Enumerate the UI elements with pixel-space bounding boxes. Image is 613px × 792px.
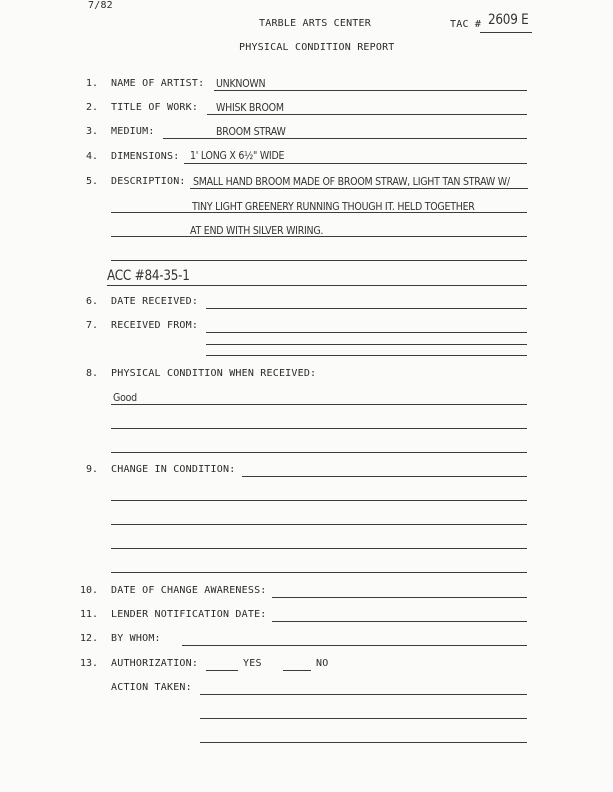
action-taken-line xyxy=(200,742,527,743)
received-from-line xyxy=(206,355,527,356)
medium-line xyxy=(163,138,527,139)
field-number: 8. xyxy=(85,368,98,379)
change-line xyxy=(242,476,527,477)
condition-line xyxy=(111,404,527,405)
dimensions-line xyxy=(184,163,527,164)
action-taken-line xyxy=(200,718,527,719)
field-number: 2. xyxy=(85,102,98,113)
dimensions-value: 1' LONG X 6½" WIDE xyxy=(190,149,285,162)
date-change-awareness-line xyxy=(272,597,527,598)
title-value: WHISK BROOM xyxy=(216,101,284,114)
received-from-line xyxy=(206,332,527,333)
field-number: 13. xyxy=(79,658,98,669)
description-underline xyxy=(111,212,527,213)
authorization-yes-label: YES xyxy=(243,658,262,669)
dimensions-label: DIMENSIONS: xyxy=(111,151,180,162)
received-from-label: RECEIVED FROM: xyxy=(111,320,199,331)
artist-line xyxy=(214,90,527,91)
field-number: 12. xyxy=(79,633,98,644)
received-from-line xyxy=(206,344,527,345)
field-number: 10. xyxy=(79,585,98,596)
by-whom-label: BY WHOM: xyxy=(111,633,161,644)
description-label: DESCRIPTION: xyxy=(111,176,186,187)
authorization-no-label: NO xyxy=(316,658,329,669)
org-name: TARBLE ARTS CENTER xyxy=(259,18,371,29)
condition-line xyxy=(111,452,527,453)
tac-underline xyxy=(480,32,532,33)
description-underline xyxy=(190,188,528,189)
accession-line xyxy=(107,285,527,286)
medium-label: MEDIUM: xyxy=(111,126,155,137)
authorization-label: AUTHORIZATION: xyxy=(111,658,199,669)
description-line-2: TINY LIGHT GREENERY RUNNING THOUGH IT. HELD TOGETHER xyxy=(192,200,475,213)
field-number: 6. xyxy=(85,296,98,307)
title-line xyxy=(207,114,527,115)
field-number: 1. xyxy=(85,78,98,89)
description-underline xyxy=(111,260,527,261)
date-change-awareness-label: DATE OF CHANGE AWARENESS: xyxy=(111,585,267,596)
description-line-3: AT END WITH SILVER WIRING. xyxy=(190,224,324,237)
description-underline xyxy=(111,236,527,237)
title-label: TITLE OF WORK: xyxy=(111,102,199,113)
condition-received-value: Good xyxy=(113,391,137,404)
authorization-no-blank xyxy=(283,670,311,671)
tac-label: TAC # xyxy=(450,19,482,30)
action-taken-label: ACTION TAKEN: xyxy=(111,682,192,693)
change-line xyxy=(111,500,527,501)
change-line xyxy=(111,572,527,573)
description-line-1: SMALL HAND BROOM MADE OF BROOM STRAW, LIGHT TAN STRAW W/ xyxy=(193,175,510,188)
by-whom-line xyxy=(182,645,527,646)
report-title: PHYSICAL CONDITION REPORT xyxy=(239,42,395,53)
lender-notification-label: LENDER NOTIFICATION DATE: xyxy=(111,609,267,620)
change-line xyxy=(111,524,527,525)
condition-received-label: PHYSICAL CONDITION WHEN RECEIVED: xyxy=(111,368,317,379)
tac-number: 2609 E xyxy=(488,12,529,28)
condition-line xyxy=(111,428,527,429)
field-number: 11. xyxy=(79,609,98,620)
field-number: 9. xyxy=(85,464,98,475)
change-line xyxy=(111,548,527,549)
field-number: 5. xyxy=(85,176,98,187)
field-number: 4. xyxy=(85,151,98,162)
field-number: 3. xyxy=(85,126,98,137)
date-received-line xyxy=(206,308,527,309)
artist-label: NAME OF ARTIST: xyxy=(111,78,205,89)
accession-number: ACC #84-35-1 xyxy=(107,268,190,284)
artist-value: UNKNOWN xyxy=(216,77,266,90)
date-stamp: 7/82 xyxy=(88,0,113,11)
medium-value: BROOM STRAW xyxy=(216,125,286,138)
authorization-yes-blank xyxy=(206,670,238,671)
field-number: 7. xyxy=(85,320,98,331)
change-in-condition-label: CHANGE IN CONDITION: xyxy=(111,464,236,475)
lender-notification-line xyxy=(272,621,527,622)
date-received-label: DATE RECEIVED: xyxy=(111,296,199,307)
action-taken-line xyxy=(200,694,527,695)
